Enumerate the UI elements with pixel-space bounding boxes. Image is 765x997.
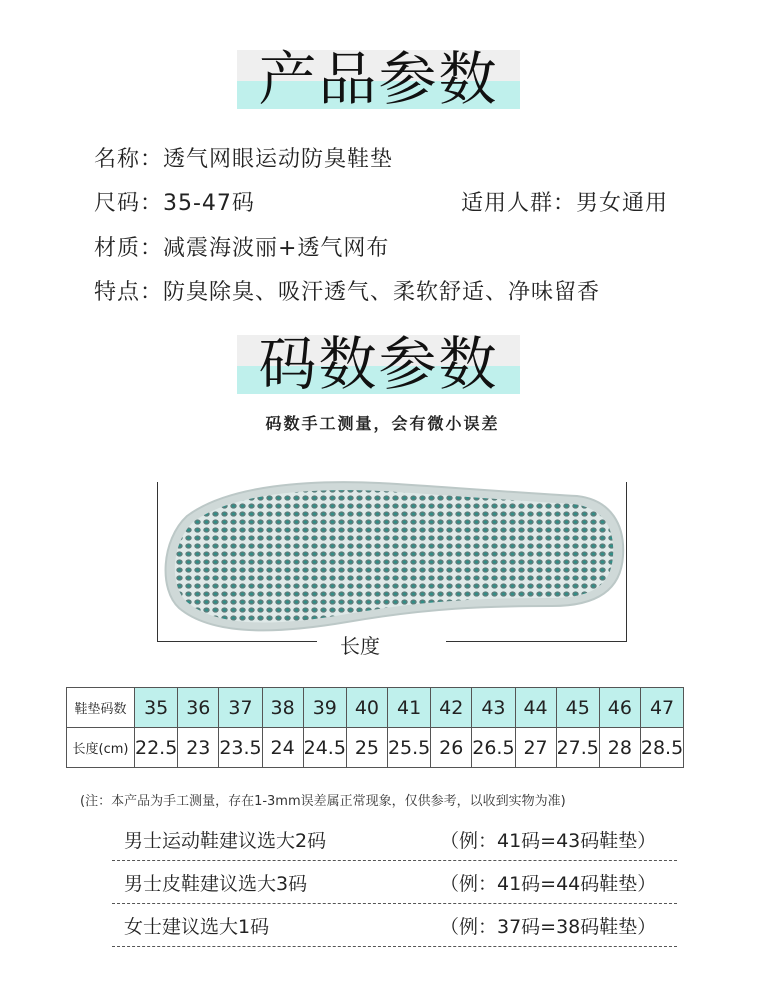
dim-right-tick xyxy=(626,482,627,642)
recommendation-advice: 男士皮鞋建议选大3码 xyxy=(124,873,308,895)
product-params-title: 产品参数 xyxy=(258,45,499,113)
product-params-title-block xyxy=(237,45,520,113)
size-table xyxy=(66,687,684,768)
length-cell: 22.5 xyxy=(135,728,178,768)
length-cell: 23.5 xyxy=(219,728,262,768)
recommendation-row xyxy=(112,818,677,861)
recommendation-advice: 女士建议选大1码 xyxy=(124,916,270,938)
spec-features: 特点：防臭除臭、吸汗透气、柔软舒适、净味留香 xyxy=(94,280,601,305)
recommendation-row xyxy=(112,861,677,904)
length-cell: 26 xyxy=(431,728,472,768)
spec-name: 名称：透气网眼运动防臭鞋垫 xyxy=(94,147,394,172)
dim-line-left xyxy=(157,641,317,642)
size-cell: 38 xyxy=(262,688,303,728)
measurement-note: (注：本产品为手工测量，存在1-3mm误差属正常现象，仅供参考，以收到实物为准) xyxy=(80,794,566,809)
size-cell: 46 xyxy=(599,688,640,728)
recommendation-example: （例：41码=43码鞋垫） xyxy=(440,830,657,852)
size-row-header: 鞋垫码数 xyxy=(67,688,135,728)
insole-diagram xyxy=(157,478,627,648)
size-params-title-block xyxy=(237,330,520,398)
dim-left-tick xyxy=(157,482,158,642)
recommendation-advice: 男士运动鞋建议选大2码 xyxy=(124,830,327,852)
size-cell: 41 xyxy=(387,688,430,728)
recommendation-row xyxy=(112,904,677,947)
length-cell: 28 xyxy=(599,728,640,768)
size-params-title: 码数参数 xyxy=(258,330,499,398)
size-cell: 35 xyxy=(135,688,178,728)
size-cell: 45 xyxy=(556,688,599,728)
spec-material: 材质：减震海波丽+透气网布 xyxy=(94,236,390,261)
length-cell: 25 xyxy=(346,728,387,768)
length-cell: 26.5 xyxy=(472,728,515,768)
size-cell: 36 xyxy=(178,688,219,728)
size-row xyxy=(67,688,684,728)
length-row xyxy=(67,728,684,768)
length-cell: 24 xyxy=(262,728,303,768)
insole-image xyxy=(157,478,627,648)
size-cell: 42 xyxy=(431,688,472,728)
length-label: 长度 xyxy=(340,634,380,658)
length-cell: 27.5 xyxy=(556,728,599,768)
size-cell: 47 xyxy=(640,688,683,728)
size-params-subtitle: 码数手工测量，会有微小误差 xyxy=(265,414,500,433)
length-row-header: 长度(cm) xyxy=(67,728,135,768)
size-cell: 40 xyxy=(346,688,387,728)
size-cell: 44 xyxy=(515,688,556,728)
length-cell: 24.5 xyxy=(303,728,346,768)
length-cell: 25.5 xyxy=(387,728,430,768)
size-cell: 43 xyxy=(472,688,515,728)
spec-size: 尺码：35-47码 xyxy=(94,191,255,216)
spec-audience: 适用人群：男女通用 xyxy=(461,191,669,216)
size-cell: 39 xyxy=(303,688,346,728)
recommendation-example: （例：37码=38码鞋垫） xyxy=(440,916,657,938)
recommendation-example: （例：41码=44码鞋垫） xyxy=(440,873,657,895)
length-cell: 23 xyxy=(178,728,219,768)
dim-line-right xyxy=(446,641,627,642)
size-cell: 37 xyxy=(219,688,262,728)
length-cell: 28.5 xyxy=(640,728,683,768)
length-cell: 27 xyxy=(515,728,556,768)
